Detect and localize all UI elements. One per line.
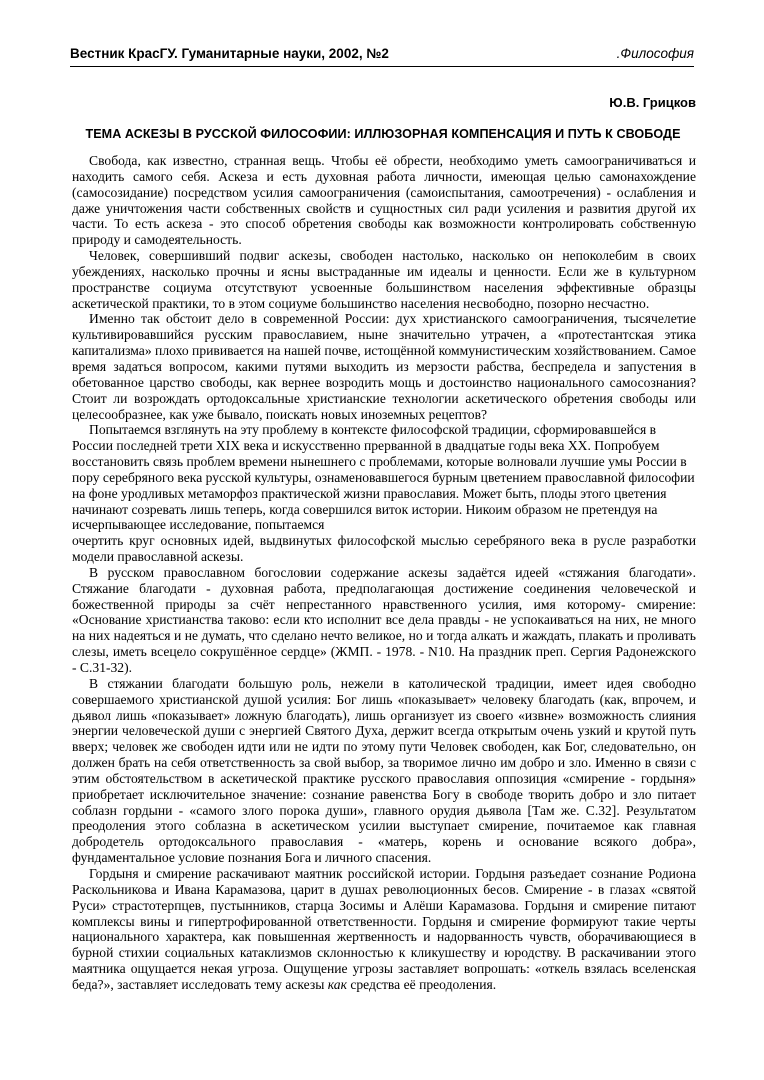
paragraph: Человек, совершивший подвиг аскезы, свободен настолько, насколько он непоколебим в своих убеждениях, насколько прочны и ясны выстраданные им идеалы и ценности. Если же в культурном пространстве социума отсутствуют усвоенные большинством населения эффективные образцы аскетической практики, то в этом социуме большинство населения несвободно, позорно несчастно. (72, 248, 696, 311)
running-header (70, 46, 694, 68)
italic-word: как (327, 976, 347, 992)
article-body (72, 153, 696, 993)
paragraph: очертить круг основных идей, выдвинутых философской мыслью серебряного века в русле разработки модели православной аскезы. (72, 533, 696, 565)
paragraph: В стяжании благодати большую роль, нежели в католической традиции, имеет идея свободно совершаемого христианской душой усилия: Бог лишь «показывает» человеку благодать (как, впрочем, и дьявол лишь «показывает» ложную благодать), лишь организует из своего «извне» возможность слияния энергии человеческой души с энергией Святого Духа, держит всегда открытым очень узкий и крутой путь вверх; человек же свободен идти или не идти по этому пути Человек свободен, как Бог, следовательно, он должен брать на себя ответственность за свой выбор, за творимое лично им добро и зло. Именно в связи с этим обстоятельством в аскетической практике русского православия оппозиция «смирение - гордыня» приобретает исключительное значение: сознание равенства Богу в свободе творить добро и зло питает соблазн гордыни - «самого злого порока души», главного орудия дьявола [Там же. С.32]. Результатом преодоления этого соблазна в аскетическом усилии выступает смирение, почитаемое как главная добродетель ортодоксального православия - «матерь, корень и основание всякого добра», фундаментальное условие познания Бога и личного спасения. (72, 675, 696, 866)
author-name: Ю.В. Грицков (609, 95, 696, 110)
paragraph: Именно так обстоит дело в современной России: дух христианского самоограничения, тысячелетие культивировавшийся русским православием, ныне значительно утрачен, а «протестантская этика капитализма» плохо прививается на нашей почве, истощённой коммунистическим хозяйствованием. Самое время задаться вопросом, какими путями выходить из мерзости рабства, беспредела и запустения в обетованное царство свободы, как вернее возродить мощь и достоинство национального самосознания? Стоит ли возрождать ортодоксальные христианские технологии аскетического обретения свободы или целесообразнее, как уже бывало, поискать новых иноземных рецептов? (72, 311, 696, 422)
paragraph (72, 866, 696, 993)
paragraph-text: Гордыня и смирение раскачивают маятник российской истории. Гордыня разъедает сознание Родиона Раскольникова и Ивана Карамазова, царит в душах революционных бесов. Смирение - в глазах «святой Руси» страстотерпцев, пустынников, старца Зосимы и Алёши Карамазова. Гордыня и смирение питают комплексы вины и гипертрофированной ответственности. Гордыня и смирение формируют такие черты национального характера, как повышенная жертвенность и надорванность чувств, оборачивающиеся в бурной стихии социальных катаклизмов склонностью к кликушеству и юродству. В раскачивании этого маятника ощущается некая угроза. Ощущение угрозы заставляет вопрошать: «откель взялась вселенская беда?», заставляет исследовать тему аскезы (72, 865, 696, 992)
paragraph: Свобода, как известно, странная вещь. Чтобы её обрести, необходимо уметь самоограничиваться и находить самого себя. Аскеза и есть духовная работа личности, имеющая целью самонахождение (самосозидание) посредством усилия самоограничения (самоиспытания, самоотречения) - ослабления и даже уничтожения части собственных свойств и сущностных сил ради усиления и развития другой их части. То есть аскеза - это способ обретения свободы как возможности контролировать собственную природу и самодеятельность. (72, 153, 696, 248)
header-rule (70, 66, 694, 67)
paragraph: Попытаемся взглянуть на эту проблему в контексте философской традиции, сформировавшейся в России последней трети XIX века и искусственно прерванной в двадцатые годы века XX. Попробуем восстановить связь проблем времени нынешнего с проблемами, которые волновали лучшие умы России в пору серебряного века русской культуры, ознаменовавшегося бурным цветением православной философии на фоне уродливых метаморфоз практической жизни православия. Может быть, плоды этого цветения начинают созревать лишь теперь, когда совершился виток истории. Никоим образом не претендуя на исчерпывающее исследование, попытаемся (72, 422, 695, 533)
section-name: .Философия (616, 46, 694, 61)
paragraph-text-end: средства её преодоления. (346, 976, 497, 992)
paragraph: В русском православном богословии содержание аскезы задаётся идеей «стяжания благодати». Стяжание благодати - духовная работа, предполагающая достижение соединения человеческой и божественной природы за счёт непрестанного нравственного усилия, имя которому- смирение: «Основание христианства таково: если кто исполнит все дела правды - не успокаиваться на них, не много на них надеяться и не думать, что сделано нечто великое, но и тогда алкать и жаждать, плакать и проливать слезы, иметь всецело сокрушённое сердце» (ЖМП. - 1978. - N10. На праздник преп. Сергия Радонежского - С.31-32). (72, 564, 696, 675)
article-title: ТЕМА АСКЕЗЫ В РУССКОЙ ФИЛОСОФИИ: ИЛЛЮЗОРНАЯ КОМПЕНСАЦИЯ И ПУТЬ К СВОБОДЕ (85, 127, 681, 141)
journal-title: Вестник КрасГУ. Гуманитарные науки, 2002, №2 (70, 46, 389, 61)
